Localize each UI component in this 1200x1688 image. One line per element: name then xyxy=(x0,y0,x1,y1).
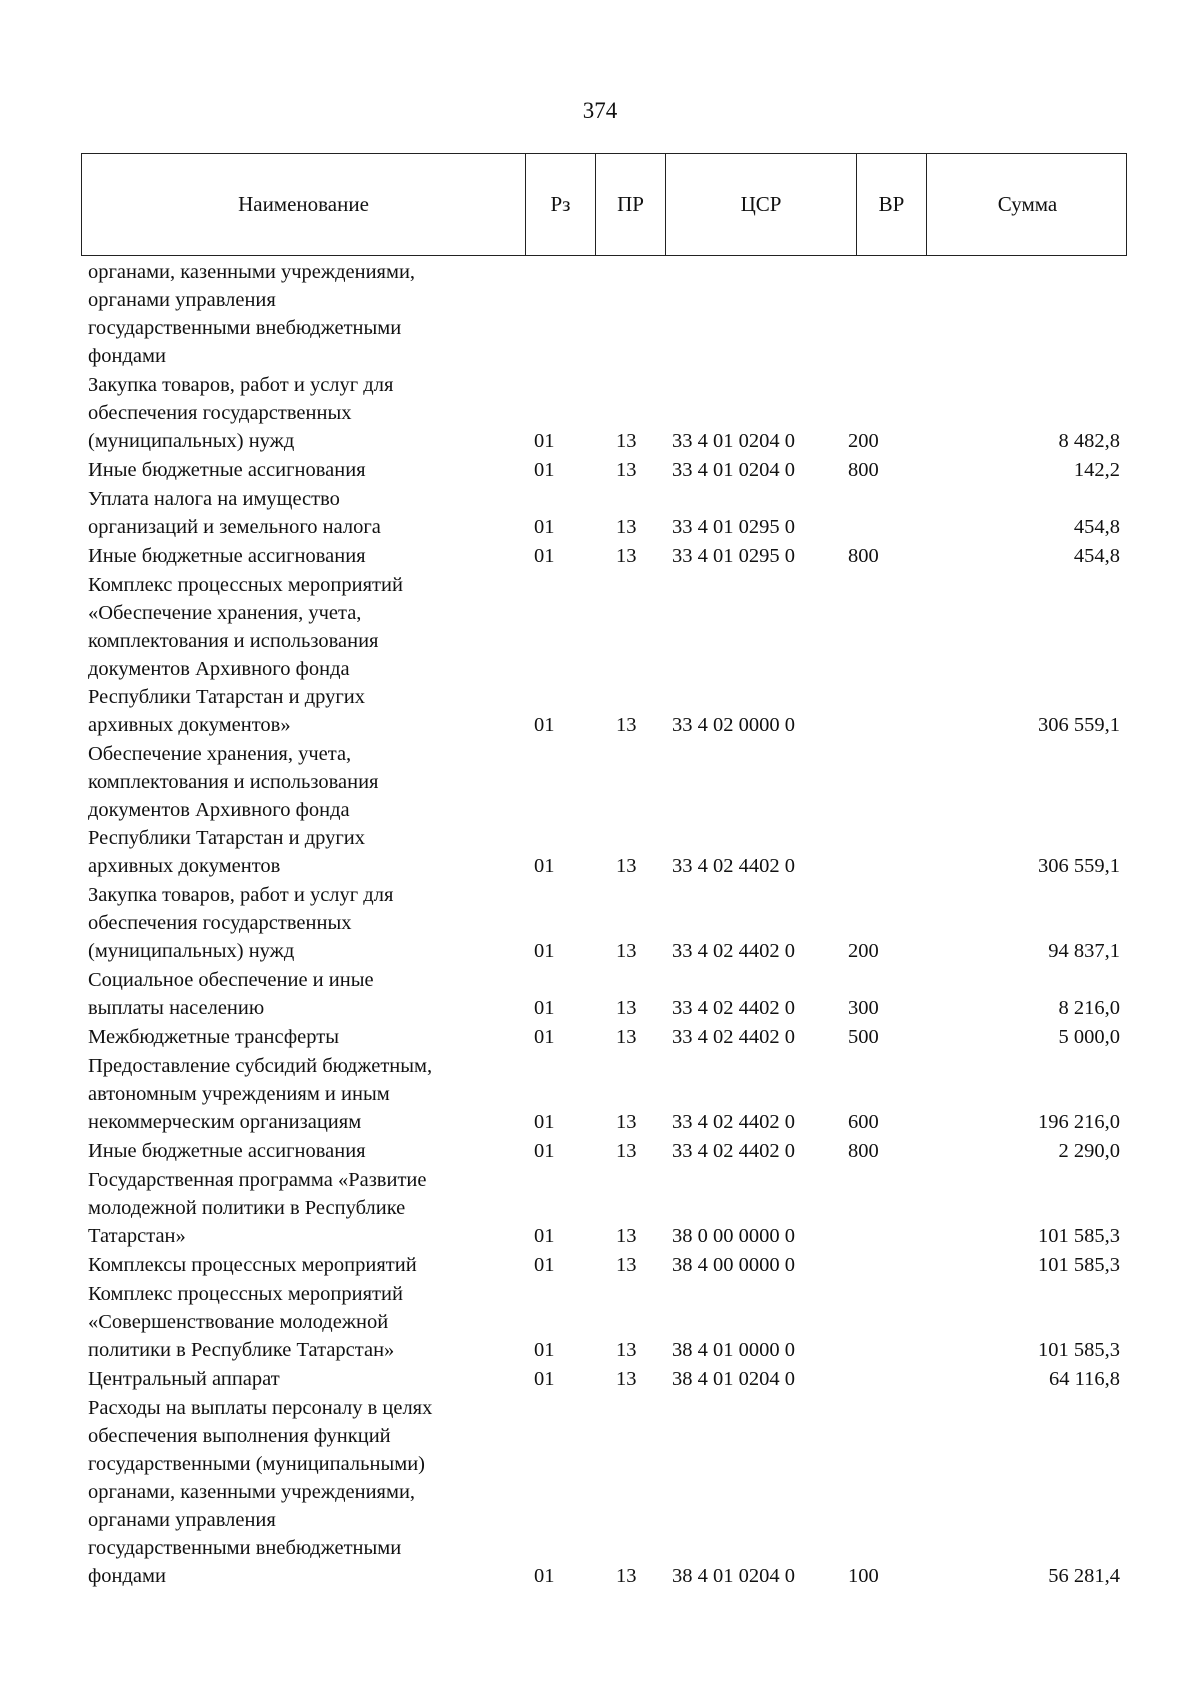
table-row xyxy=(88,1023,1138,1051)
row-name: Уплата налога на имущество организаций и земельного налога xyxy=(88,488,381,538)
row-sum: 101 585,3 xyxy=(1038,1225,1120,1247)
table-row xyxy=(88,1052,1138,1136)
row-pr: 13 xyxy=(616,459,637,481)
row-name: Центральный аппарат xyxy=(88,1368,280,1390)
row-rz: 01 xyxy=(534,940,555,962)
table-row xyxy=(88,485,1138,541)
table-body xyxy=(88,258,1138,1591)
row-vr: 100 xyxy=(848,1565,879,1587)
row-csr: 33 4 02 4402 0 xyxy=(672,1111,795,1133)
row-vr: 500 xyxy=(848,1026,879,1048)
page-number: 374 xyxy=(582,98,618,123)
row-name: Межбюджетные трансферты xyxy=(88,1026,339,1048)
row-rz: 01 xyxy=(534,1339,555,1361)
row-name: Обеспечение хранения, учета, комплектования и использования документов Архивного фонда Республики Татарстан и других архивных документов xyxy=(88,743,379,877)
row-sum: 454,8 xyxy=(1073,545,1120,567)
header-rz: Рз xyxy=(525,154,595,255)
row-csr: 33 4 02 4402 0 xyxy=(672,1026,795,1048)
row-csr: 33 4 02 0000 0 xyxy=(672,714,795,736)
header-vr: ВР xyxy=(856,154,926,255)
row-name: Иные бюджетные ассигнования xyxy=(88,1140,366,1162)
row-vr: 800 xyxy=(848,545,879,567)
table-row xyxy=(88,258,1138,370)
row-pr: 13 xyxy=(616,1565,637,1587)
table-header xyxy=(81,153,1127,256)
table-row xyxy=(88,542,1138,570)
row-name: Расходы на выплаты персоналу в целях обеспечения выполнения функций государственными (муниципальными) органами, казенными учреждениями, органами управления государственными внебюджетными фондами xyxy=(88,1397,433,1587)
row-pr: 13 xyxy=(616,997,637,1019)
row-vr: 800 xyxy=(848,1140,879,1162)
row-csr: 33 4 02 4402 0 xyxy=(672,997,795,1019)
row-csr: 33 4 02 4402 0 xyxy=(672,1140,795,1162)
row-sum: 8 216,0 xyxy=(1058,997,1120,1019)
header-csr: ЦСР xyxy=(665,154,856,255)
row-vr: 200 xyxy=(848,430,879,452)
row-sum: 64 116,8 xyxy=(1049,1368,1120,1390)
row-pr: 13 xyxy=(616,940,637,962)
row-sum: 454,8 xyxy=(1073,516,1120,538)
table-row xyxy=(88,881,1138,965)
row-rz: 01 xyxy=(534,997,555,1019)
row-name: Предоставление субсидий бюджетным, автономным учреждениям и иным некоммерческим организациям xyxy=(88,1055,433,1133)
row-csr: 33 4 01 0295 0 xyxy=(672,545,795,567)
row-sum: 306 559,1 xyxy=(1038,714,1120,736)
table-row xyxy=(88,371,1138,455)
row-sum: 101 585,3 xyxy=(1038,1254,1120,1276)
row-sum: 306 559,1 xyxy=(1038,855,1120,877)
row-rz: 01 xyxy=(534,1111,555,1133)
row-name: Комплексы процессных мероприятий xyxy=(88,1254,417,1276)
row-pr: 13 xyxy=(616,1254,637,1276)
row-pr: 13 xyxy=(616,1339,637,1361)
row-rz: 01 xyxy=(534,1254,555,1276)
row-pr: 13 xyxy=(616,714,637,736)
row-rz: 01 xyxy=(534,430,555,452)
row-csr: 38 4 01 0000 0 xyxy=(672,1339,795,1361)
row-name: Государственная программа «Развитие молодежной политики в Республике Татарстан» xyxy=(88,1169,427,1247)
row-csr: 33 4 01 0295 0 xyxy=(672,516,795,538)
row-pr: 13 xyxy=(616,1026,637,1048)
table-row xyxy=(88,966,1138,1022)
row-rz: 01 xyxy=(534,1225,555,1247)
row-pr: 13 xyxy=(616,1111,637,1133)
row-sum: 56 281,4 xyxy=(1048,1565,1120,1587)
row-sum: 196 216,0 xyxy=(1038,1111,1120,1133)
table-row xyxy=(88,456,1138,484)
row-csr: 38 0 00 0000 0 xyxy=(672,1225,795,1247)
row-pr: 13 xyxy=(616,545,637,567)
row-name: Иные бюджетные ассигнования xyxy=(88,459,366,481)
row-csr: 33 4 01 0204 0 xyxy=(672,430,795,452)
row-rz: 01 xyxy=(534,855,555,877)
row-csr: 33 4 02 4402 0 xyxy=(672,940,795,962)
row-pr: 13 xyxy=(616,855,637,877)
row-sum: 5 000,0 xyxy=(1058,1026,1120,1048)
row-pr: 13 xyxy=(616,1368,637,1390)
table-row xyxy=(88,740,1138,880)
row-rz: 01 xyxy=(534,1368,555,1390)
row-sum: 94 837,1 xyxy=(1048,940,1120,962)
row-rz: 01 xyxy=(534,516,555,538)
row-csr: 38 4 00 0000 0 xyxy=(672,1254,795,1276)
row-rz: 01 xyxy=(534,459,555,481)
header-sum: Сумма xyxy=(926,154,1128,255)
row-pr: 13 xyxy=(616,1225,637,1247)
row-name: Иные бюджетные ассигнования xyxy=(88,545,366,567)
row-sum: 2 290,0 xyxy=(1058,1140,1120,1162)
table-row xyxy=(88,1166,1138,1250)
row-rz: 01 xyxy=(534,1565,555,1587)
row-vr: 800 xyxy=(848,459,879,481)
row-csr: 38 4 01 0204 0 xyxy=(672,1565,795,1587)
row-pr: 13 xyxy=(616,516,637,538)
table-row xyxy=(88,1280,1138,1364)
row-pr: 13 xyxy=(616,430,637,452)
row-name: органами, казенными учреждениями, органами управления государственными внебюджетными фондами xyxy=(88,261,416,367)
table-row xyxy=(88,1394,1138,1590)
table-row xyxy=(88,571,1138,739)
table-row xyxy=(88,1137,1138,1165)
row-vr: 300 xyxy=(848,997,879,1019)
row-vr: 600 xyxy=(848,1111,879,1133)
row-rz: 01 xyxy=(534,545,555,567)
header-name: Наименование xyxy=(238,192,369,216)
row-name: Закупка товаров, работ и услуг для обеспечения государственных (муниципальных) нужд xyxy=(88,374,394,452)
row-rz: 01 xyxy=(534,1140,555,1162)
row-name: Комплекс процессных мероприятий «Совершенствование молодежной политики в Республике Татарстан» xyxy=(88,1283,403,1361)
table-row xyxy=(88,1251,1138,1279)
row-name: Социальное обеспечение и иные выплаты населению xyxy=(88,969,374,1019)
row-rz: 01 xyxy=(534,714,555,736)
row-name: Закупка товаров, работ и услуг для обеспечения государственных (муниципальных) нужд xyxy=(88,884,394,962)
row-csr: 38 4 01 0204 0 xyxy=(672,1368,795,1390)
row-csr: 33 4 02 4402 0 xyxy=(672,855,795,877)
row-sum: 142,2 xyxy=(1073,459,1120,481)
row-pr: 13 xyxy=(616,1140,637,1162)
header-pr: ПР xyxy=(595,154,665,255)
row-name: Комплекс процессных мероприятий «Обеспечение хранения, учета, комплектования и использования документов Архивного фонда Республики Татарстан и других архивных документов» xyxy=(88,574,403,736)
row-vr: 200 xyxy=(848,940,879,962)
row-sum: 101 585,3 xyxy=(1038,1339,1120,1361)
table-row xyxy=(88,1365,1138,1393)
row-rz: 01 xyxy=(534,1026,555,1048)
row-csr: 33 4 01 0204 0 xyxy=(672,459,795,481)
row-sum: 8 482,8 xyxy=(1058,430,1120,452)
